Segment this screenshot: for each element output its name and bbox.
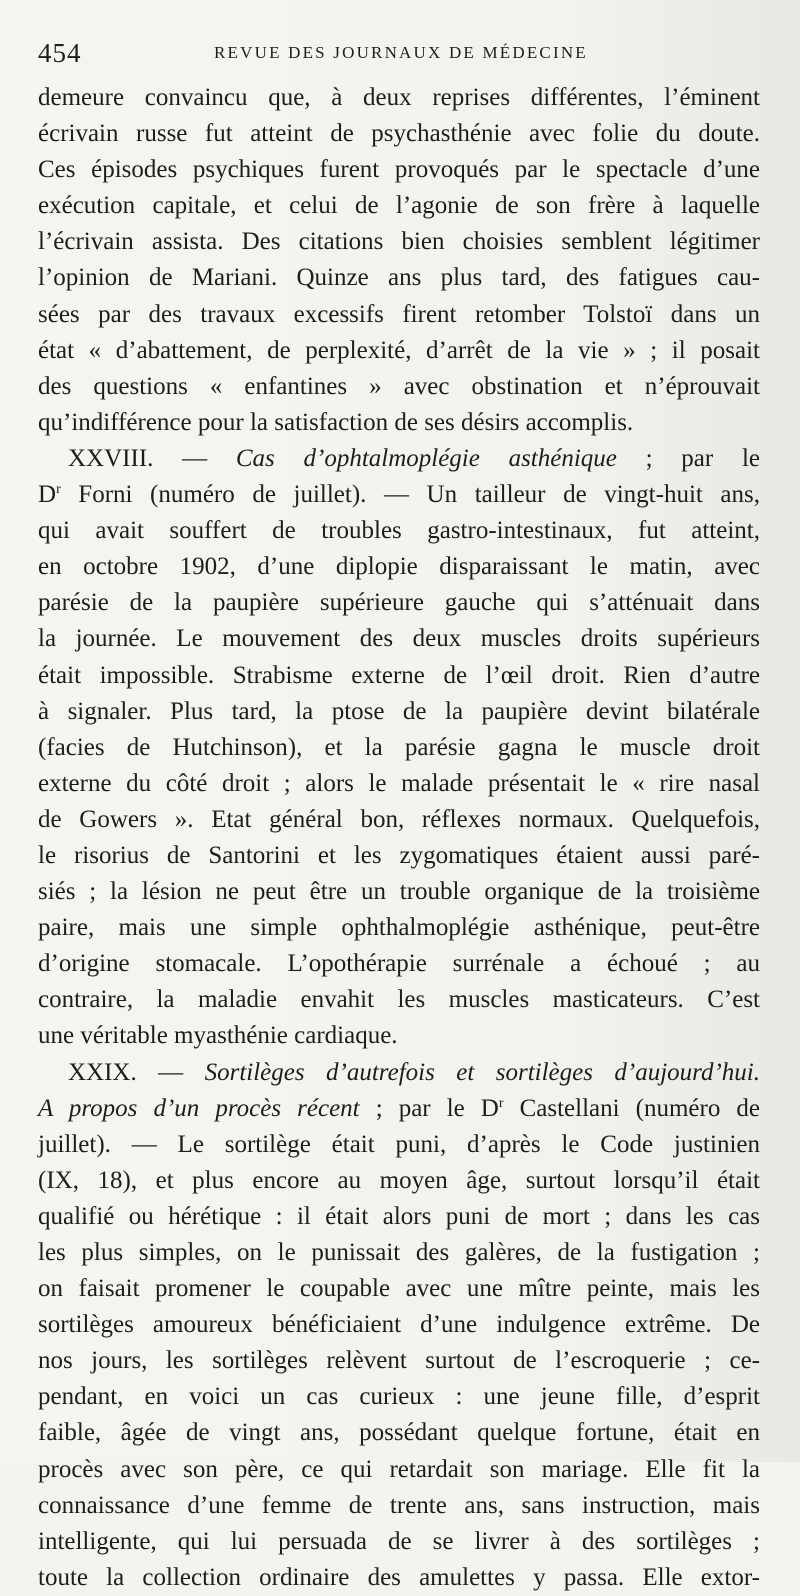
italic-text: A propos d’un procès récent xyxy=(38,1094,360,1122)
text-line xyxy=(38,1415,760,1451)
text-segment: externe du côté droit ; alors le malade présentait le « rire nasal xyxy=(38,769,760,797)
text-line xyxy=(38,477,760,513)
text-line xyxy=(38,1524,760,1560)
text-line xyxy=(38,297,760,333)
text-segment: procès avec son père, ce qui retardait son mariage. Elle fit la xyxy=(38,1455,760,1483)
text-segment: Castellani (numéro de xyxy=(503,1094,760,1122)
text-segment: nos jours, les sortilèges relèvent surtout de l’escroquerie ; ce- xyxy=(38,1347,760,1375)
text-line xyxy=(38,982,760,1018)
text-segment: des questions « enfantines » avec obstination et n’éprouvait xyxy=(38,372,760,400)
text-segment: les plus simples, on le punissait des galères, de la fustigation ; xyxy=(38,1239,760,1266)
text-segment: siés ; la lésion ne peut être un trouble organique de la troisième xyxy=(38,878,760,906)
text-line xyxy=(38,874,760,910)
text-segment: (facies de Hutchinson), et la parésie gagna le muscle droit xyxy=(38,733,760,761)
text-segment: à signaler. Plus tard, la ptose de la paupière devint bilatérale xyxy=(38,697,760,725)
text-line xyxy=(38,1343,760,1379)
text-segment: intelligente, qui lui persuada de se livrer à des sortilèges ; xyxy=(38,1527,760,1555)
text-segment: sortilèges amoureux bénéficiaient d’une indulgence extrême. De xyxy=(38,1311,760,1339)
text-segment: juillet). — Le sortilège était puni, d’après le Code justinien xyxy=(38,1130,760,1158)
text-line xyxy=(38,1307,760,1343)
text-line xyxy=(38,116,760,152)
text-segment: contraire, la maladie envahit les muscles masticateurs. C’est xyxy=(38,986,760,1014)
text-segment: XXIX. — xyxy=(68,1058,205,1086)
text-line xyxy=(38,694,760,730)
text-segment: D xyxy=(38,481,57,509)
text-segment: on faisait promener le coupable avec une mître peinte, mais les xyxy=(38,1275,760,1303)
text-line xyxy=(38,188,760,224)
text-line xyxy=(38,224,760,260)
superscript: r xyxy=(498,1095,504,1111)
text-line xyxy=(38,766,760,802)
superscript: r xyxy=(56,482,61,498)
text-segment: sées par des travaux excessifs firent retomber Tolstoï dans un xyxy=(38,300,760,328)
text-segment: paire, mais une simple ophthalmoplégie asthénique, peut-être xyxy=(38,914,760,942)
text-line xyxy=(38,405,760,441)
text-line xyxy=(38,1091,760,1127)
text-segment: était impossible. Strabisme externe de l’œil droit. Rien d’autre xyxy=(38,661,760,689)
text-line xyxy=(38,1488,760,1524)
text-line xyxy=(38,621,760,657)
text-line xyxy=(38,946,760,982)
text-segment: qu’indifférence pour la satisfaction de ses désirs accomplis. xyxy=(38,408,634,436)
text-segment: de Gowers ». Etat général bon, réflexes normaux. Quelquefois, xyxy=(38,805,760,833)
text-line xyxy=(38,549,760,585)
text-line xyxy=(38,1235,760,1271)
text-segment: d’origine stomacale. L’opothérapie surrénale a échoué ; au xyxy=(38,950,760,978)
text-segment: XXVIII. — xyxy=(68,444,236,472)
text-line xyxy=(38,1379,760,1415)
text-segment: qualifié ou hérétique : il était alors puni de mort ; dans les cas xyxy=(38,1202,760,1230)
text-line xyxy=(38,838,760,874)
text-segment: le risorius de Santorini et les zygomatiques étaient aussi paré- xyxy=(38,841,760,869)
text-segment: Forni (numéro de juillet). — Un tailleur de vingt-huit ans, xyxy=(60,481,760,509)
text-segment: connaissance d’une femme de trente ans, sans instruction, mais xyxy=(38,1491,760,1519)
text-line xyxy=(38,802,760,838)
body-text xyxy=(38,80,760,1596)
text-segment: Ces épisodes psychiques furent provoqués par le spectacle d’une xyxy=(38,156,760,184)
text-segment: demeure convaincu que, à deux reprises différentes, l’éminent xyxy=(38,84,760,111)
text-line xyxy=(38,513,760,549)
text-line xyxy=(38,369,760,405)
text-line xyxy=(38,441,760,477)
text-segment: faible, âgée de vingt ans, possédant quelque fortune, était en xyxy=(38,1419,760,1447)
text-line xyxy=(38,730,760,766)
text-segment: écrivain russe fut atteint de psychasthénie avec folie du doute. xyxy=(38,120,760,148)
text-segment: état « d’abattement, de perplexité, d’arrêt de la vie » ; il posait xyxy=(38,336,760,364)
text-segment: l’écrivain assista. Des citations bien choisies semblent légitimer xyxy=(38,228,760,256)
text-line xyxy=(38,1452,760,1488)
page-header xyxy=(38,38,760,72)
text-segment: une véritable myasthénie cardiaque. xyxy=(38,1022,398,1050)
text-segment: pendant, en voici un cas curieux : une jeune fille, d’esprit xyxy=(38,1383,760,1411)
page-number: 454 xyxy=(38,38,82,68)
text-segment: (IX, 18), et plus encore au moyen âge, surtout lorsqu’il était xyxy=(38,1166,760,1194)
text-line xyxy=(38,1018,760,1054)
text-segment: parésie de la paupière supérieure gauche qui s’atténuait dans xyxy=(38,589,760,617)
text-segment: ; par le D xyxy=(359,1094,499,1122)
text-line xyxy=(38,1199,760,1235)
text-line xyxy=(38,910,760,946)
text-line xyxy=(38,260,760,296)
text-segment: la journée. Le mouvement des deux muscles droits supérieurs xyxy=(38,625,760,653)
text-segment: l’opinion de Mariani. Quinze ans plus tard, des fatigues cau- xyxy=(38,264,760,292)
text-line xyxy=(38,333,760,369)
text-segment: qui avait souffert de troubles gastro-intestinaux, fut atteint, xyxy=(38,517,760,545)
text-line xyxy=(38,585,760,621)
text-line xyxy=(38,152,760,188)
italic-text: Cas d’ophtalmoplégie asthénique xyxy=(235,444,617,472)
text-segment: en octobre 1902, d’une diplopie disparaissant le matin, avec xyxy=(38,553,760,581)
text-segment: exécution capitale, et celui de l’agonie de son frère à laquelle xyxy=(38,192,760,220)
text-line xyxy=(38,1055,760,1091)
text-line xyxy=(38,1560,760,1596)
italic-text: Sortilèges d’autrefois et sortilèges d’aujourd’hui. xyxy=(204,1058,760,1086)
text-line xyxy=(38,80,760,116)
text-segment: toute la collection ordinaire des amulettes y passa. Elle extor- xyxy=(38,1563,760,1591)
running-head: REVUE DES JOURNAUX DE MÉDECINE xyxy=(214,43,588,62)
text-line xyxy=(38,658,760,694)
text-line xyxy=(38,1271,760,1307)
text-line xyxy=(38,1163,760,1199)
text-segment: ; par le xyxy=(616,444,761,472)
text-line xyxy=(38,1127,760,1163)
